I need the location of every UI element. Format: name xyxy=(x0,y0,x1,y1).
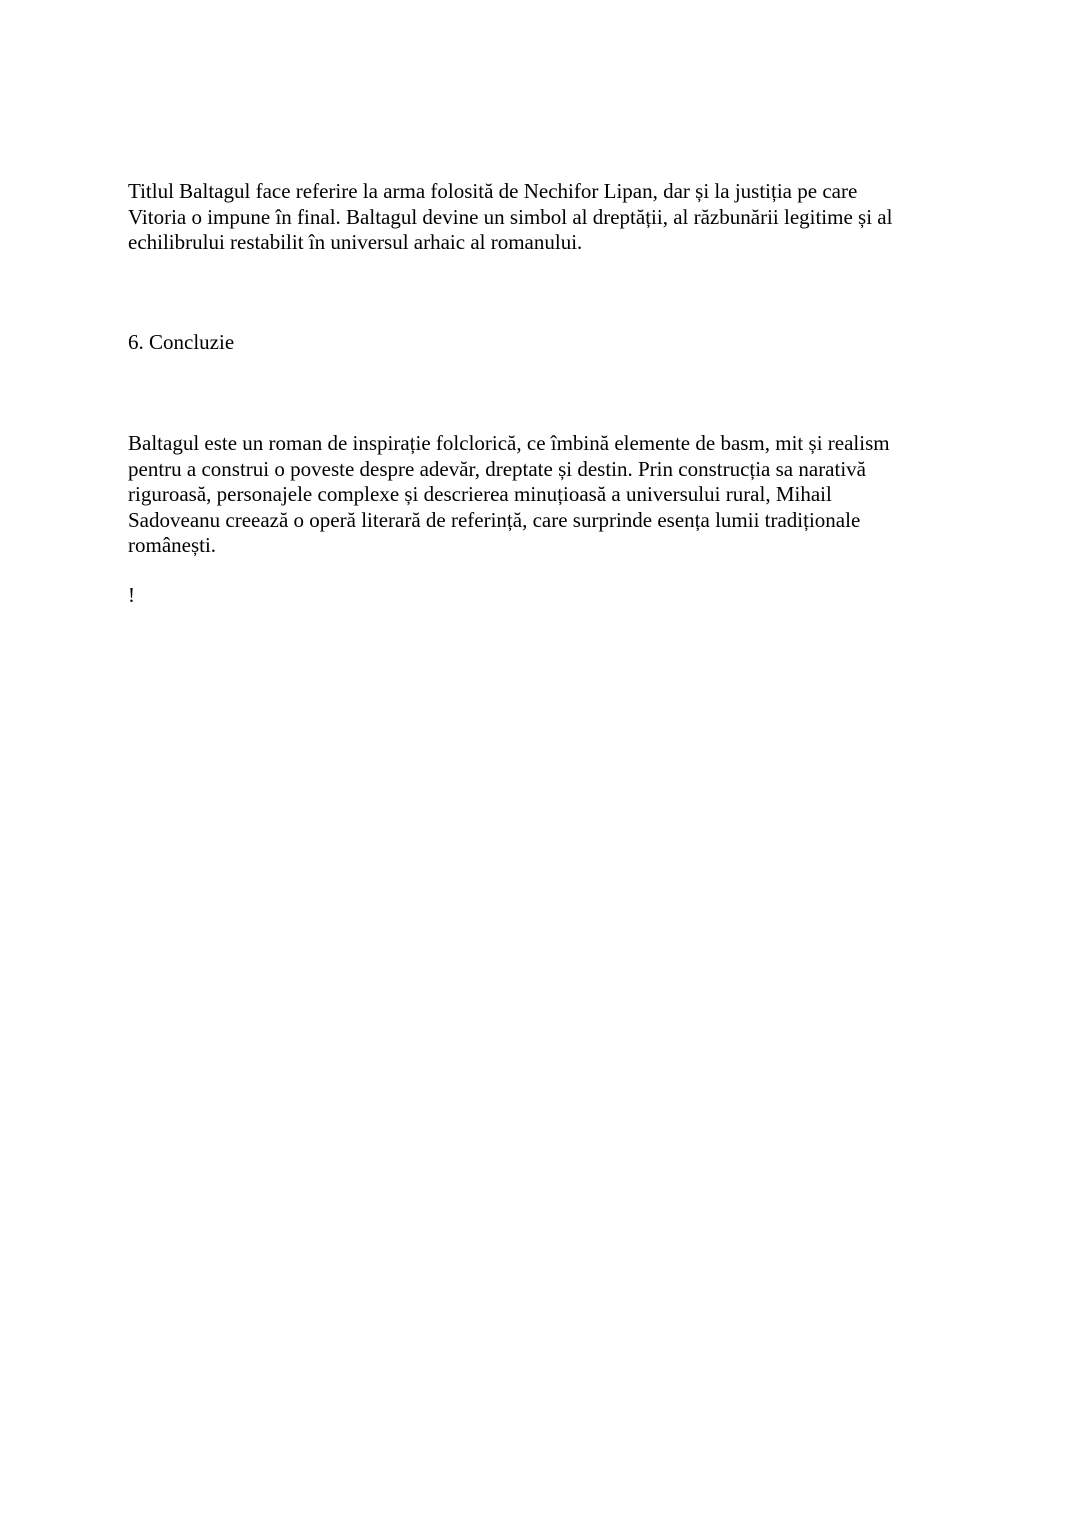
paragraph-line: riguroasă, personajele complexe și descrierea minuțioasă a universului rural, Mihail xyxy=(128,482,832,506)
section-heading: 6. Concluzie xyxy=(128,330,235,354)
paragraph-line: românești. xyxy=(128,533,217,557)
paragraph-line: Vitoria o impune în final. Baltagul devine un simbol al dreptății, al răzbunării legitime și al xyxy=(128,204,893,229)
paragraph-line: Baltagul este un roman de inspirație folclorică, ce îmbină elemente de basm, mit și realism xyxy=(128,431,890,455)
paragraph-conclusion xyxy=(128,431,890,559)
paragraph-line: echilibrului restabilit în universul arhaic al romanului. xyxy=(128,230,583,254)
paragraph-line: Titlul Baltagul face referire la arma folosită de Nechifor Lipan, dar și la justiția pe care xyxy=(128,179,858,203)
closing-mark: ! xyxy=(128,583,135,607)
paragraph-line: Sadoveanu creează o operă literară de referință, care surprinde esența lumii tradiționale xyxy=(128,507,861,532)
paragraph-title-meaning xyxy=(128,179,892,256)
paragraph-line: pentru a construi o poveste despre adevăr, dreptate și destin. Prin construcția sa narativă xyxy=(128,456,866,481)
